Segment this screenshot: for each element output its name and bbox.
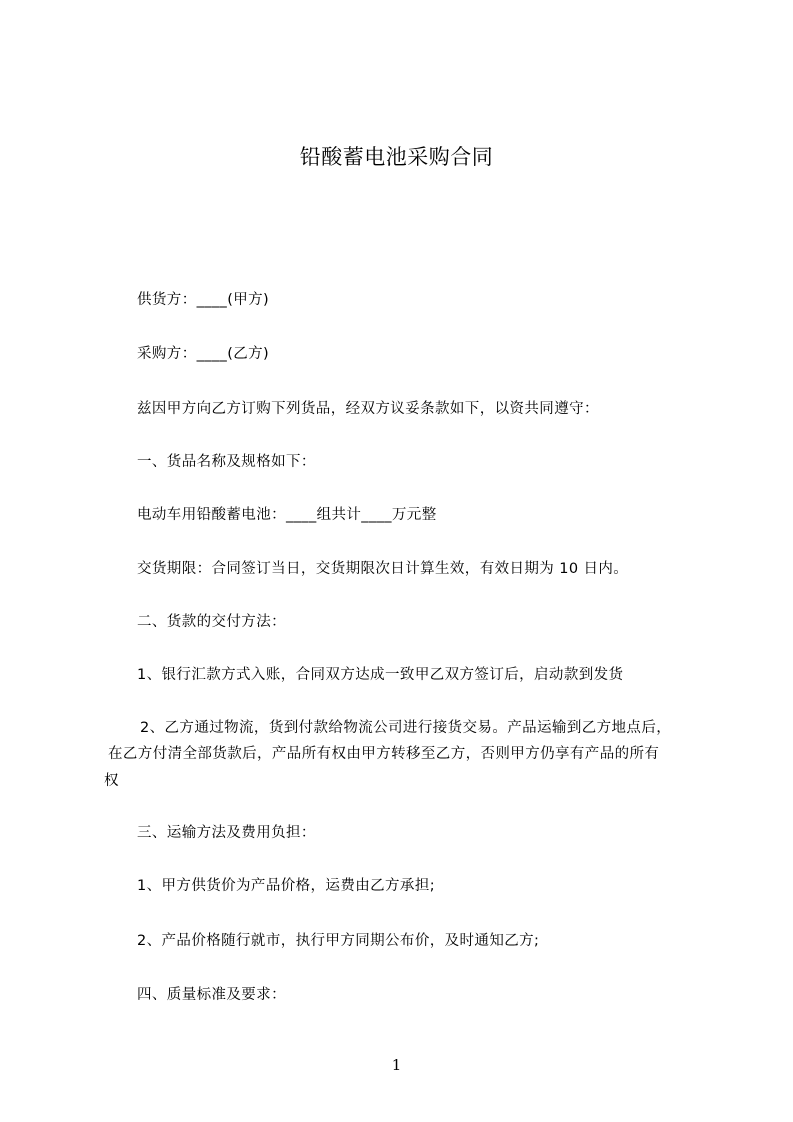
purchaser-line: 采购方：____(乙方) (137, 346, 270, 362)
section1-delivery: 交货期限：合同签订当日，交货期限次日计算生效，有效日期为 10 日内。 (137, 561, 629, 577)
section1-heading: 一、货品名称及规格如下： (137, 454, 316, 470)
section2-clause1: 1、银行汇款方式入账，合同双方达成一致甲乙双方签订后，启动款到发货 (137, 667, 624, 683)
page-number: 1 (391, 1056, 402, 1074)
section4-heading: 四、质量标准及要求： (137, 987, 286, 1003)
section3-clause2: 2、产品价格随行就市，执行甲方同期公布价，及时通知乙方; (137, 933, 540, 949)
section3-clause1: 1、甲方供货价为产品价格，运费由乙方承担; (137, 878, 436, 894)
section2-clause2-line2: 在乙方付清全部货款后，产品所有权由甲方转移至乙方，否则甲方仍享有产品的所有 (108, 746, 660, 762)
section2-clause2-line3: 权 (104, 773, 119, 789)
document-title: 铅酸蓄电池采购合同 (299, 145, 494, 169)
section2-clause2-line1: 2、乙方通过物流，货到付款给物流公司进行接货交易。产品运输到乙方地点后， (140, 720, 672, 736)
supplier-line: 供货方：____(甲方) (137, 292, 270, 308)
section1-item: 电动车用铅酸蓄电池：____组共计____万元整 (137, 507, 437, 523)
preamble: 兹因甲方向乙方订购下列货品，经双方议妥条款如下，以资共同遵守： (137, 401, 599, 417)
section3-heading: 三、运输方法及费用负担： (137, 825, 316, 841)
section2-heading: 二、货款的交付方法： (137, 614, 286, 630)
